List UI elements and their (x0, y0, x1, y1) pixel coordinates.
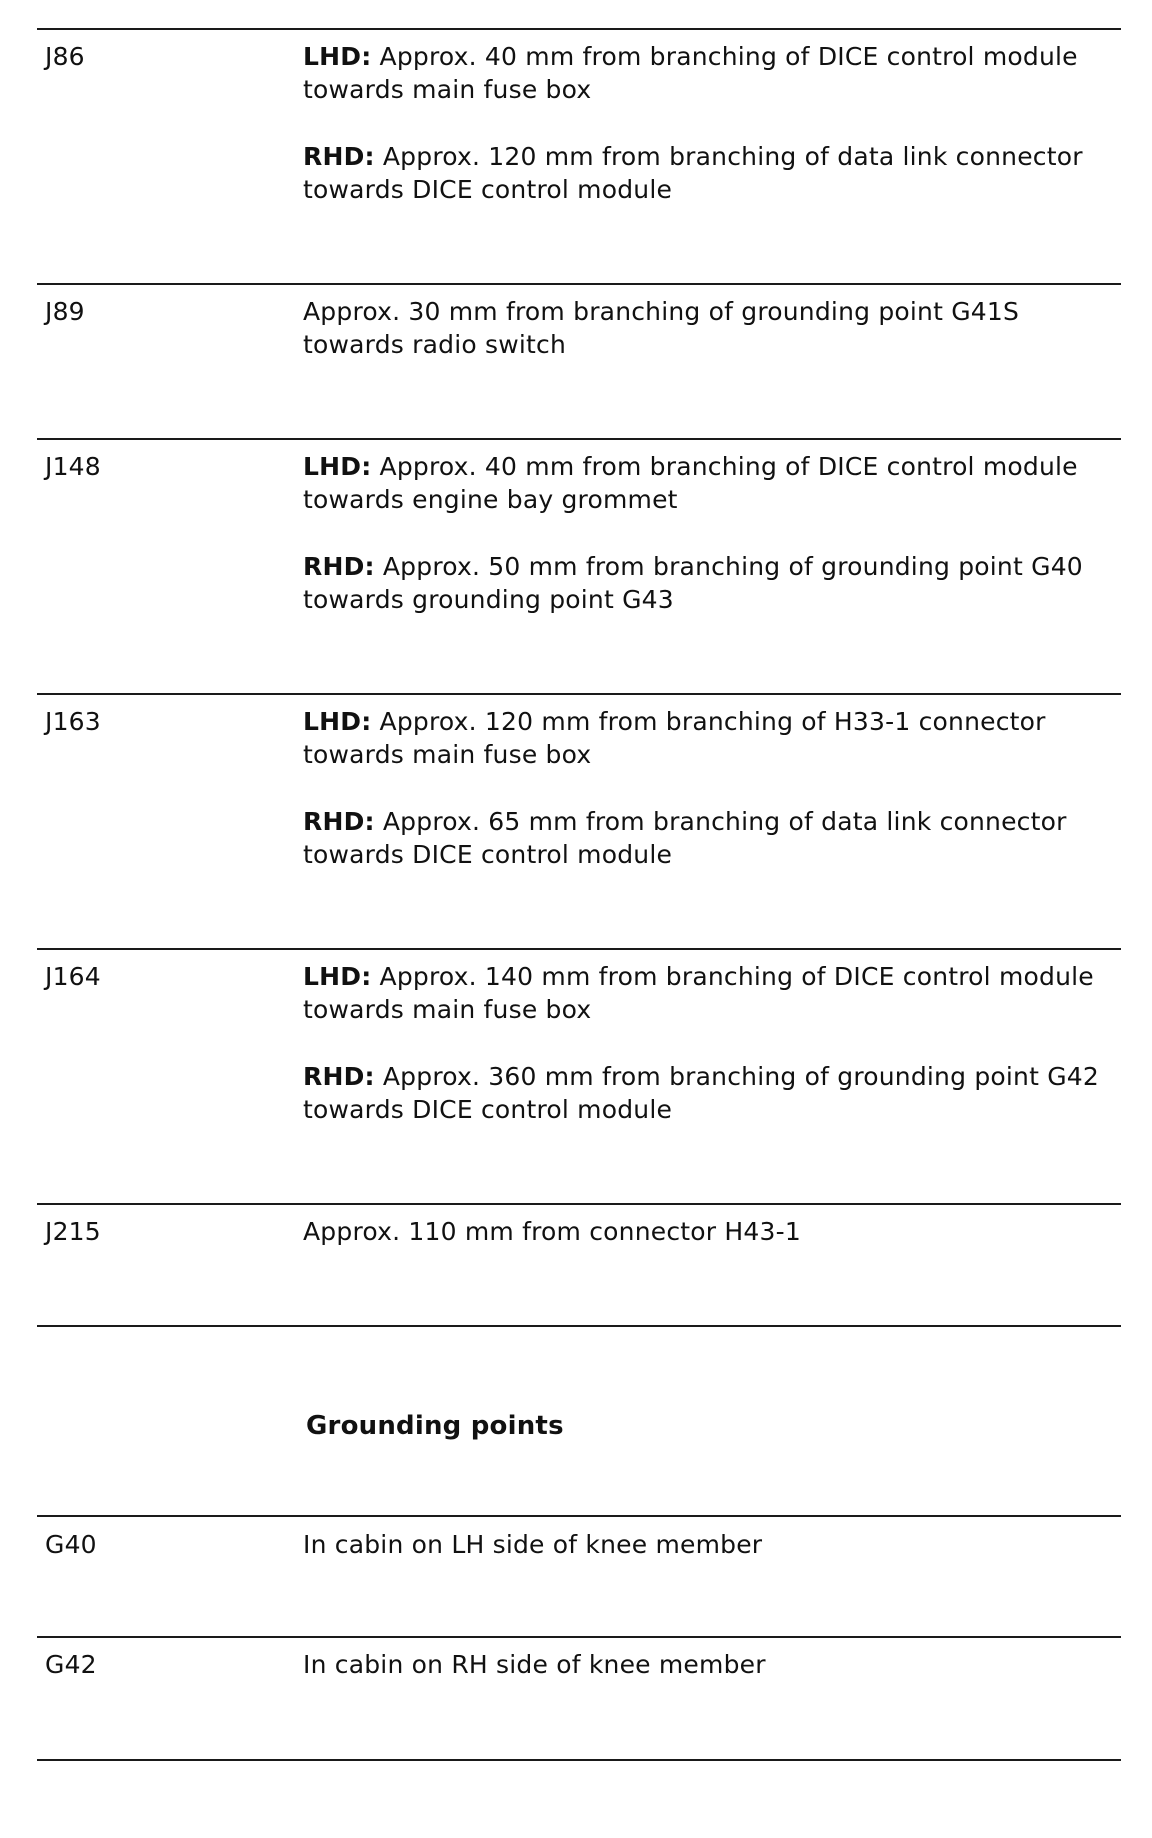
splice-location (303, 1215, 1113, 1248)
entry-text: Approx. 120 mm from branching of H33-1 connector towards main fuse box (303, 707, 1046, 769)
splice-location (303, 705, 1113, 871)
splice-location (303, 40, 1113, 206)
splice-code: J164 (45, 962, 101, 991)
splice-location (303, 295, 1113, 361)
location-entry (303, 1648, 1113, 1681)
drive-prefix: RHD: (303, 807, 375, 836)
splice-location (303, 960, 1113, 1126)
lhd-entry (303, 40, 1113, 106)
rhd-entry (303, 805, 1113, 871)
row-divider (37, 1325, 1121, 1327)
grounding-code: G40 (45, 1530, 97, 1559)
lhd-entry (303, 960, 1113, 1026)
splice-code: J163 (45, 707, 101, 736)
entry-text: Approx. 110 mm from connector H43-1 (303, 1217, 801, 1246)
entry-text: Approx. 40 mm from branching of DICE control module towards main fuse box (303, 42, 1078, 104)
row-divider (37, 948, 1121, 950)
location-entry (303, 295, 1113, 361)
drive-prefix: LHD: (303, 452, 372, 481)
rhd-entry (303, 1060, 1113, 1126)
row-divider (37, 1203, 1121, 1205)
drive-prefix: RHD: (303, 1062, 375, 1091)
rhd-entry (303, 140, 1113, 206)
entry-text: Approx. 360 mm from branching of grounding point G42 towards DICE control module (303, 1062, 1100, 1124)
drive-prefix: RHD: (303, 142, 375, 171)
entry-text: Approx. 50 mm from branching of grounding point G40 towards grounding point G43 (303, 552, 1083, 614)
splice-code: J215 (45, 1217, 101, 1246)
row-divider (37, 1515, 1121, 1517)
rhd-entry (303, 550, 1113, 616)
entry-text: Approx. 65 mm from branching of data link connector towards DICE control module (303, 807, 1067, 869)
row-divider (37, 28, 1121, 30)
splice-code: J86 (45, 42, 85, 71)
entry-text: Approx. 30 mm from branching of grounding point G41S towards radio switch (303, 297, 1020, 359)
drive-prefix: LHD: (303, 962, 372, 991)
lhd-entry (303, 450, 1113, 516)
grounding-location (303, 1528, 1113, 1561)
row-divider (37, 283, 1121, 285)
location-entry (303, 1528, 1113, 1561)
splice-location (303, 450, 1113, 616)
splice-code: J89 (45, 297, 85, 326)
drive-prefix: LHD: (303, 707, 372, 736)
drive-prefix: RHD: (303, 552, 375, 581)
row-divider (37, 1636, 1121, 1638)
entry-text: Approx. 120 mm from branching of data link connector towards DICE control module (303, 142, 1083, 204)
splice-code: J148 (45, 452, 101, 481)
row-divider (37, 1759, 1121, 1761)
row-divider (37, 693, 1121, 695)
lhd-entry (303, 705, 1113, 771)
row-divider (37, 438, 1121, 440)
entry-text: In cabin on LH side of knee member (303, 1530, 763, 1559)
entry-text: Approx. 140 mm from branching of DICE control module towards main fuse box (303, 962, 1094, 1024)
entry-text: In cabin on RH side of knee member (303, 1650, 766, 1679)
location-entry (303, 1215, 1113, 1248)
drive-prefix: LHD: (303, 42, 372, 71)
grounding-code: G42 (45, 1650, 97, 1679)
entry-text: Approx. 40 mm from branching of DICE control module towards engine bay grommet (303, 452, 1078, 514)
grounding-location (303, 1648, 1113, 1681)
section-heading: Grounding points (306, 1411, 564, 1441)
